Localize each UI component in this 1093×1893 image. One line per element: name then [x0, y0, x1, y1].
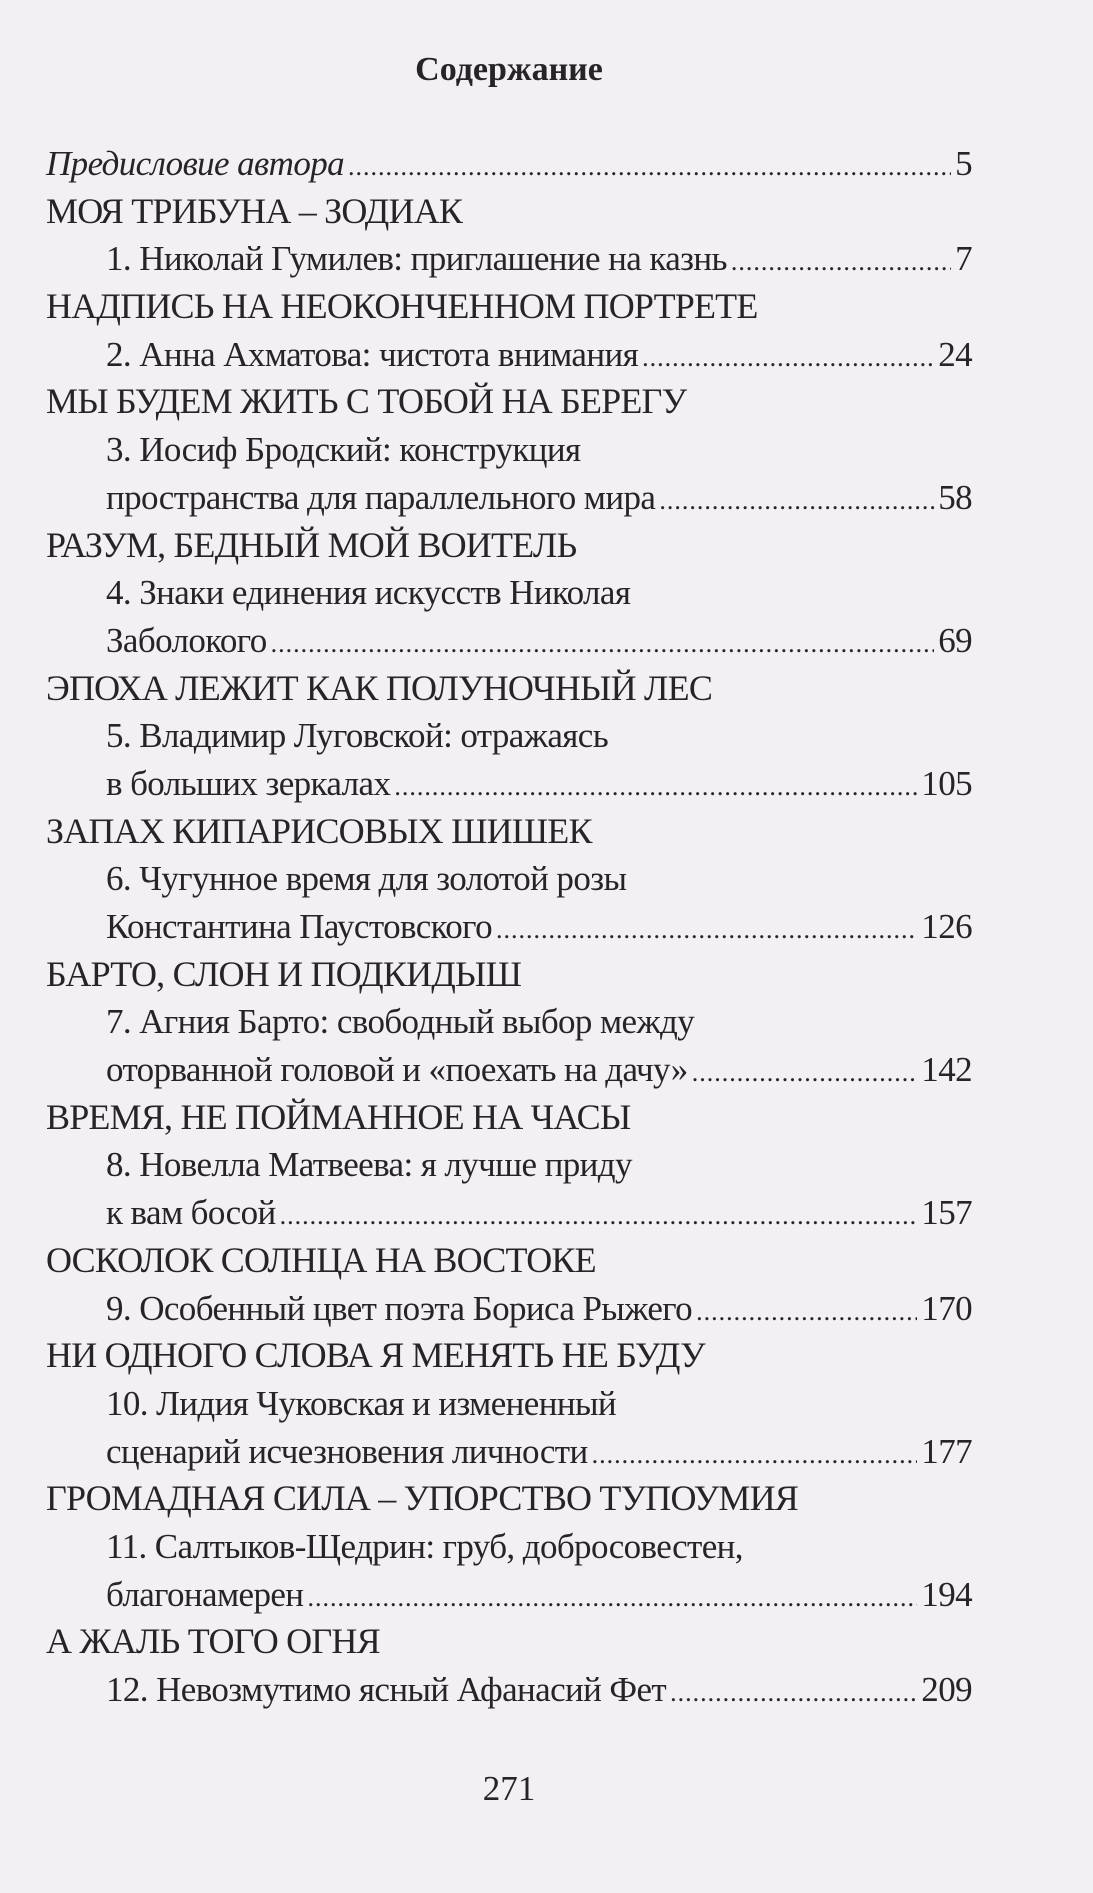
- toc-entry-title: Константина Паустовского: [106, 907, 492, 946]
- toc-entry-title: 11. Салтыков-Щедрин: груб, добросовестен,: [106, 1526, 743, 1566]
- toc-page-number: 58: [938, 477, 972, 517]
- toc-page-number: 5: [955, 144, 972, 183]
- toc-page-number: 209: [921, 1670, 972, 1709]
- page-title: Содержание: [415, 51, 603, 88]
- toc-page-number: 194: [921, 1574, 972, 1614]
- section-heading: НИ ОДНОГО СЛОВА Я МЕНЯТЬ НЕ БУДУ: [46, 1335, 705, 1376]
- toc-page-number: 157: [921, 1193, 972, 1233]
- toc-entry-title: оторванной головой и «поехать на дачу»: [106, 1050, 688, 1090]
- toc-entry-title: 4. Знаки единения искусств Николая: [106, 573, 631, 613]
- toc-entry-line: [46, 760, 972, 808]
- toc-entry-line: [46, 712, 972, 760]
- toc-entry-title: 7. Агния Барто: свободный выбор между: [106, 1002, 695, 1042]
- toc-page-number: 170: [921, 1288, 972, 1328]
- toc-entry-title: 2. Анна Ахматова: чистота внимания: [106, 334, 639, 374]
- toc-entry-line: [46, 1046, 972, 1094]
- dot-leader: [731, 238, 951, 286]
- toc-entry-line: [46, 1189, 972, 1237]
- toc-entry-title: сценарий исчезновения личности: [106, 1431, 588, 1471]
- toc-entry-title: 1. Николай Гумилев: приглашение на казнь: [106, 239, 727, 279]
- toc-entry-line: [46, 569, 972, 617]
- section-heading: ЭПОХА ЛЕЖИТ КАК ПОЛУНОЧНЫЙ ЛЕС: [46, 667, 713, 708]
- dot-leader: [659, 477, 934, 525]
- dot-leader: [394, 763, 917, 811]
- dot-leader: [348, 143, 951, 191]
- toc-entry-line: [46, 1571, 972, 1619]
- toc-entry-title: 12. Невозмутимо ясный Афанасий Фет: [106, 1670, 667, 1709]
- dot-leader: [692, 1049, 918, 1097]
- section-heading: ГРОМАДНАЯ СИЛА – УПОРСТВО ТУПОУМИЯ: [46, 1478, 798, 1519]
- toc-entry-line: [46, 426, 972, 474]
- toc-page-number: 24: [938, 334, 972, 374]
- toc-entry-title: 8. Новелла Матвеева: я лучше приду: [106, 1145, 632, 1185]
- section-heading: МОЯ ТРИБУНА – ЗОДИАК: [46, 190, 463, 231]
- toc-entry-title: 6. Чугунное время для золотой розы: [106, 859, 627, 899]
- toc-entry-line: [46, 617, 972, 665]
- toc-entry-line: [46, 474, 972, 522]
- toc-entry-title: 3. Иосиф Бродский: конструкция: [106, 430, 581, 470]
- toc-page-number: 142: [921, 1050, 972, 1090]
- toc-entry-line: [46, 1380, 972, 1428]
- toc-entry-line: [46, 1428, 972, 1476]
- dot-leader: [642, 334, 934, 382]
- toc-entry-title: 9. Особенный цвет поэта Бориса Рыжего: [106, 1288, 693, 1328]
- dot-leader: [670, 1669, 917, 1717]
- toc-entry-line: [46, 1141, 972, 1189]
- section-heading: А ЖАЛЬ ТОГО ОГНЯ: [46, 1621, 380, 1662]
- toc-entry-title: пространства для параллельного мира: [106, 477, 656, 517]
- section-heading: ОСКОЛОК СОЛНЦА НА ВОСТОКЕ: [46, 1239, 596, 1280]
- dot-leader: [307, 1574, 917, 1622]
- page-number: 271: [482, 1769, 536, 1808]
- toc-entry-line: [46, 1285, 972, 1333]
- toc-entry-line: [46, 903, 972, 951]
- toc-entry-line: [46, 331, 972, 379]
- section-heading: МЫ БУДЕМ ЖИТЬ С ТОБОЙ НА БЕРЕГУ: [46, 381, 687, 422]
- toc-page-number: 7: [955, 239, 972, 279]
- section-heading: ЗАПАХ КИПАРИСОВЫХ ШИШЕК: [46, 810, 592, 851]
- toc-entry-preface: [46, 140, 972, 188]
- toc-entry-title: Заболокого: [106, 620, 267, 660]
- toc-entry-title: благонамерен: [106, 1574, 304, 1614]
- section-heading: РАЗУМ, БЕДНЫЙ МОЙ ВОИТЕЛЬ: [46, 524, 577, 565]
- table-of-contents: [46, 140, 972, 1714]
- section-heading: БАРТО, СЛОН И ПОДКИДЫШ: [46, 953, 522, 994]
- dot-leader: [280, 1192, 918, 1240]
- dot-leader: [592, 1431, 918, 1479]
- toc-entry-title: в больших зеркалах: [106, 763, 391, 803]
- toc-page-number: 177: [921, 1431, 972, 1471]
- dot-leader: [496, 906, 917, 954]
- toc-page-number: 126: [921, 907, 972, 946]
- toc-entry-title: 5. Владимир Луговской: отражаясь: [106, 716, 609, 756]
- toc-entry-line: [46, 235, 972, 283]
- toc-entry-line: [46, 998, 972, 1046]
- toc-entry-line: [46, 855, 972, 903]
- toc-entry-title: Предисловие автора: [46, 144, 345, 183]
- toc-entry-line: [46, 1666, 972, 1714]
- toc-entry-title: 10. Лидия Чуковская и измененный: [106, 1383, 617, 1423]
- dot-leader: [696, 1288, 917, 1336]
- toc-entry-line: [46, 1523, 972, 1571]
- section-heading: НАДПИСЬ НА НЕОКОНЧЕННОМ ПОРТРЕТЕ: [46, 286, 758, 327]
- dot-leader: [271, 620, 935, 668]
- section-heading: ВРЕМЯ, НЕ ПОЙМАННОЕ НА ЧАСЫ: [46, 1096, 631, 1137]
- toc-page-number: 105: [921, 763, 972, 803]
- toc-page-number: 69: [938, 620, 972, 660]
- toc-entry-title: к вам босой: [106, 1193, 276, 1233]
